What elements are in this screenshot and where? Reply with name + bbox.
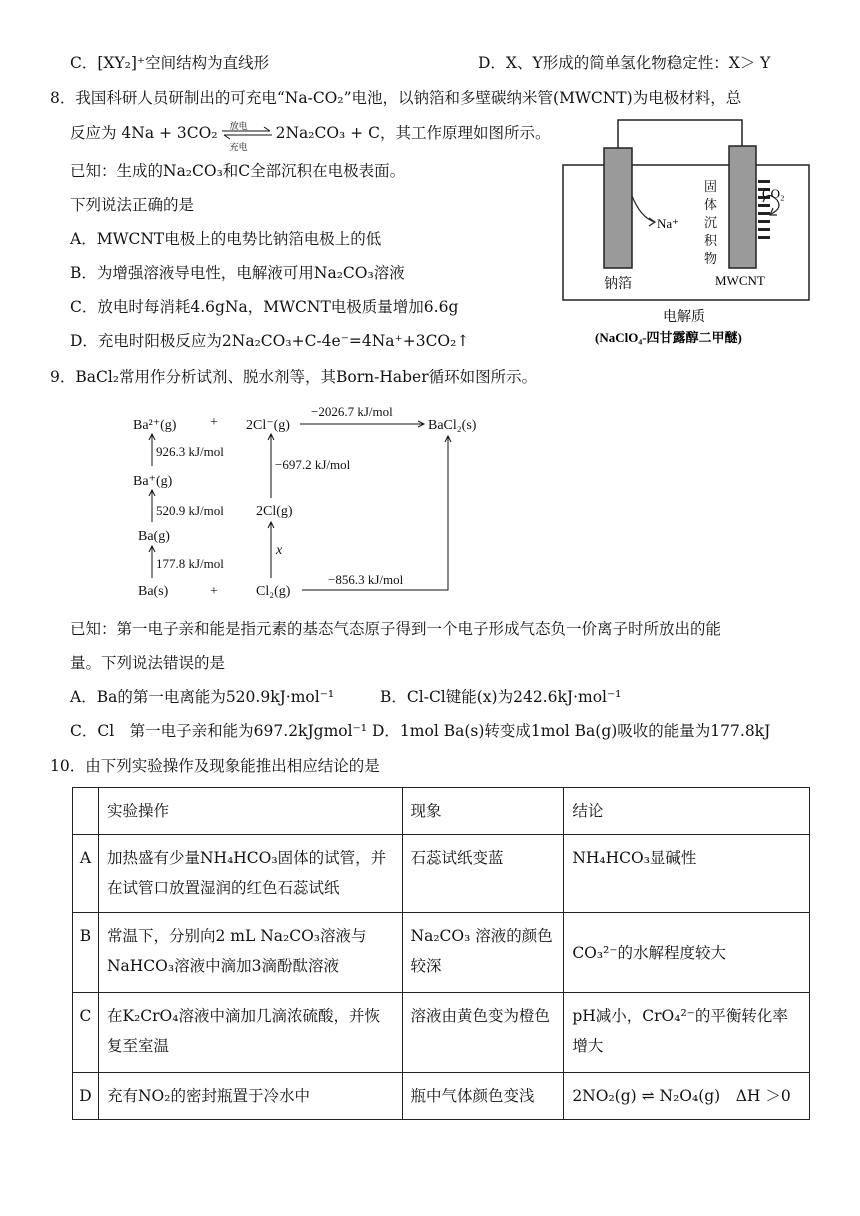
svg-text:体: 体 [704,197,718,212]
sodium-foil-label: 钠箔 [604,277,632,292]
ie1-energy: 520.9 kJ/mol [156,503,224,518]
experiment-table [72,787,810,1120]
na-ion-arrow-icon [632,196,655,222]
co2-label: CO₂ [762,186,785,201]
q8-reversible-arrow [220,122,274,153]
svg-text:固: 固 [704,179,718,194]
q8-option-d: D．充电时阳极反应为2Na₂CO₃+C-4e⁻=4Na⁺+3CO₂↑ [70,332,470,350]
row-label: D [73,1073,99,1120]
ba2-gas: Ba²⁺(g) [133,418,177,433]
cl-minus-gas: 2Cl⁻(g) [246,418,290,433]
table-row [73,835,810,913]
na-ion-label: Na⁺ [657,216,680,231]
q8-ask: 下列说法正确的是 [70,196,195,214]
q9-known-line1: 已知：第一电子亲和能是指元素的基态气态原子得到一个电子形成气态负一价离子时所放出的能 [70,620,722,638]
q9-option-c: C．Cl 第一电子亲和能为697.2kJgmol⁻¹ [70,722,367,740]
row-operation: 充有NO₂的密封瓶置于冷水中 [98,1073,402,1120]
row-conclusion: CO₃²⁻的水解程度较大 [564,913,810,993]
table-header [73,788,99,835]
mwcnt-label: MWCNT [715,273,765,288]
ba-gas: Ba(g) [138,529,170,544]
ie2-energy: 926.3 kJ/mol [156,444,224,459]
table-header: 现象 [402,788,564,835]
cl2-gas: Cl₂(g) [256,584,291,599]
cl-atoms-gas: 2Cl(g) [256,504,293,519]
bond-energy-x: x [276,543,283,558]
sublimation-energy: 177.8 kJ/mol [156,556,224,571]
table-header: 实验操作 [98,788,402,835]
q8-arrow-top-label: 放电 [229,122,248,132]
q9-known-line2: 量。下列说法错误的是 [70,654,226,672]
plus-bottom: + [210,584,218,599]
q9-stem: 9．BaCl₂常用作分析试剂、脱水剂等，其Born-Haber循环如图所示。 [50,368,538,386]
q8-stem-line1: 8．我国科研人员研制出的可充电“Na-CO₂”电池，以钠箔和多壁碳纳米管(MWCNT)为电极材料，总 [50,89,742,107]
ba-plus-gas: Ba⁺(g) [133,474,173,489]
svg-text:物: 物 [704,251,718,266]
q8-option-c: C．放电时每消耗4.6gNa，MWCNT电极质量增加6.6g [70,298,459,316]
table-row [73,913,810,993]
row-label: C [73,993,99,1073]
q7-option-d: D．X、Y形成的简单氢化物稳定性：X＞ Y [478,54,771,72]
table-row [73,1073,810,1120]
table-header: 结论 [564,788,810,835]
row-conclusion: NH₄HCO₃显碱性 [564,835,810,913]
row-operation: 加热盛有少量NH₄HCO₃固体的试管，并在试管口放置湿润的红色石蕊试纸 [98,835,402,913]
lattice-energy: −2026.7 kJ/mol [311,404,393,419]
electron-affinity-energy: −697.2 kJ/mol [275,457,351,472]
row-phenomenon: 瓶中气体颜色变浅 [402,1073,564,1120]
row-conclusion: 2NO₂(g) ⇌ N₂O₄(g) ΔH ＞0 [564,1073,810,1120]
plus-top: + [210,415,218,430]
q8-stem-line2 [70,122,551,153]
electrolyte-detail: (NaClO₄-四甘露醇二甲醚) [595,330,742,345]
row-operation: 常温下，分别向2 mL Na₂CO₃溶液与NaHCO₃溶液中滴加3滴酚酞溶液 [98,913,402,993]
q9-option-a: A．Ba的第一电离能为520.9kJ·mol⁻¹ [70,688,335,706]
row-operation: 在K₂CrO₄溶液中滴加几滴浓硫酸，并恢复至室温 [98,993,402,1073]
row-conclusion: pH减小，CrO₄²⁻的平衡转化率增大 [564,993,810,1073]
row-label: B [73,913,99,993]
q8-reaction-right: 2Na₂CO₃ + C，其工作原理如图所示。 [275,124,551,142]
born-haber-cycle [128,402,488,602]
q7-option-c: C．[XY₂]⁺空间结构为直线形 [70,54,270,72]
row-phenomenon: Na₂CO₃ 溶液的颜色较深 [402,913,564,993]
q8-arrow-bottom-label: 充电 [229,143,248,153]
table-row [73,993,810,1073]
q9-option-d: D．1mol Ba(s)转变成1mol Ba(g)吸收的能量为177.8kJ [372,722,771,740]
electrolyte-label: 电解质 [663,310,705,325]
row-phenomenon: 溶液由黄色变为橙色 [402,993,564,1073]
svg-text:沉: 沉 [704,215,718,230]
q8-reaction-left: 反应为 4Na + 3CO₂ [70,124,218,142]
battery-diagram [555,118,825,350]
table-header-row [73,788,810,835]
q10-stem: 10．由下列实验操作及现象能推出相应结论的是 [50,757,380,775]
q9-option-b: B．Cl-Cl键能(x)为242.6kJ·mol⁻¹ [380,688,622,706]
q8-known: 已知：生成的Na₂CO₃和C全部沉积在电极表面。 [70,162,406,180]
external-wire [618,120,742,150]
bacl2-solid: BaCl₂(s) [428,418,477,433]
ba-solid: Ba(s) [138,584,169,599]
svg-text:积: 积 [704,233,718,248]
q8-option-b: B．为增强溶液导电性，电解液可用Na₂CO₃溶液 [70,264,405,282]
sodium-foil-electrode [604,148,632,268]
formation-energy: −856.3 kJ/mol [328,572,404,587]
q8-option-a: A．MWCNT电极上的电势比钠箔电极上的低 [70,230,382,248]
row-label: A [73,835,99,913]
deposit-label [704,179,718,266]
row-phenomenon: 石蕊试纸变蓝 [402,835,564,913]
mwcnt-electrode [729,146,756,268]
